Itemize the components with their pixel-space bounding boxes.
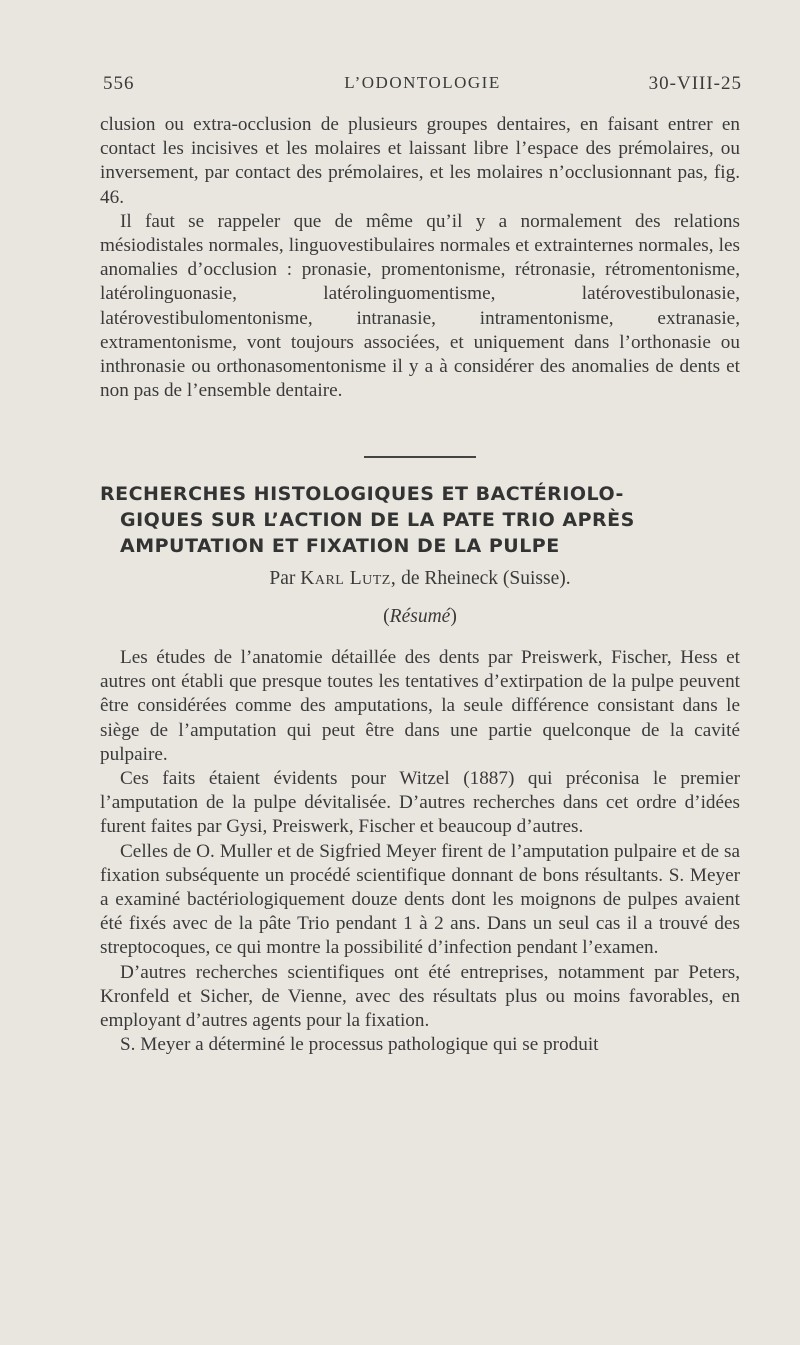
- article-title: [100, 481, 745, 559]
- continued-text: [100, 113, 740, 403]
- issue-date: 30-VIII-25: [648, 73, 742, 94]
- paragraph: S. Meyer a déterminé le processus pathologique qui se produit: [120, 1034, 599, 1056]
- title-line: AMPUTATION ET FIXATION DE LA PULPE: [120, 535, 560, 557]
- paragraph: Celles de O. Muller et de Sigfried Meyer firent de l’amputation pulpaire et de sa fixation subséquente un procédé scientifique donnant de bons résultants. S. Meyer a examiné bactériologiquement douze dents dont les moignons de pulpes avaient été fixés avec de la pâte Trio pendant 1 à 2 ans. Dans un seul cas il a trouvé des streptocoques, ce qui montre la possibilité d’infection pendant l’examen.: [100, 840, 740, 959]
- page-number: 556: [103, 73, 135, 94]
- paragraph: Il faut se rappeler que de même qu’il y a normalement des relations mésiodistales normales, linguovestibulaires normales et extrainternes normales, les anomalies d’occlusion : pronasie, promentonisme, rétronasie, rétromentonisme, latérolinguonasie, latérolinguomentisme, latérovestibulonasie, latérovestibulomentonisme, intranasie, intramentonisme, extranasie, extramentonisme, vont toujours associées, et uniquement dans l’orthonasie ou inthronasie ou orthonasomentonisme il y a à considérer des anomalies de dents et non pas de l’ensemble dentaire.: [100, 210, 740, 402]
- journal-title: L’ODONTOLOGIE: [344, 73, 501, 92]
- resume-text: Résumé: [389, 606, 451, 627]
- section-divider: [364, 456, 476, 458]
- running-header: [103, 73, 742, 103]
- paragraph: Ces faits étaient évidents pour Witzel (1887) qui préconisa le premier l’amputation de la pulpe dévitalisée. D’autres recherches dans cet ordre d’idées furent faites par Gysi, Preiswerk, Fischer et beaucoup d’autres.: [100, 768, 740, 838]
- byline-prefix: Par: [269, 568, 296, 589]
- paragraph: Les études de l’anatomie détaillée des dents par Preiswerk, Fischer, Hess et autres ont établi que presque toutes les tentatives d’extirpation de la pulpe peuvent être considérées comme des amputations, la seule différence consistant dans le siège de l’amputation qui peut être dans une partie quelconque de la cavité pulpaire.: [100, 647, 740, 765]
- title-line: GIQUES SUR L’ACTION DE LA PATE TRIO APRÈS: [120, 509, 635, 531]
- paragraph: D’autres recherches scientifiques ont été entreprises, notamment par Peters, Kronfeld et Sicher, de Vienne, avec des résultats plus ou moins favorables, en employant d’autres agents pour la fixation.: [100, 961, 740, 1032]
- article-body: [100, 646, 740, 1057]
- title-line: RECHERCHES HISTOLOGIQUES ET BACTÉRIOLO-: [100, 483, 624, 505]
- author-affiliation: de Rheineck (Suisse).: [401, 568, 571, 589]
- paragraph: clusion ou extra-occlusion de plusieurs groupes dentaires, en faisant entrer en contact les incisives et les molaires et laissant libre l’espace des prémolaires, ou inversement, par contact des prémolaires, et les molaires n’occlusionnant pas, fig. 46.: [100, 114, 740, 208]
- resume-label: (Résumé): [383, 606, 457, 627]
- byline: [100, 568, 740, 590]
- author-name: Karl Lutz,: [300, 568, 397, 589]
